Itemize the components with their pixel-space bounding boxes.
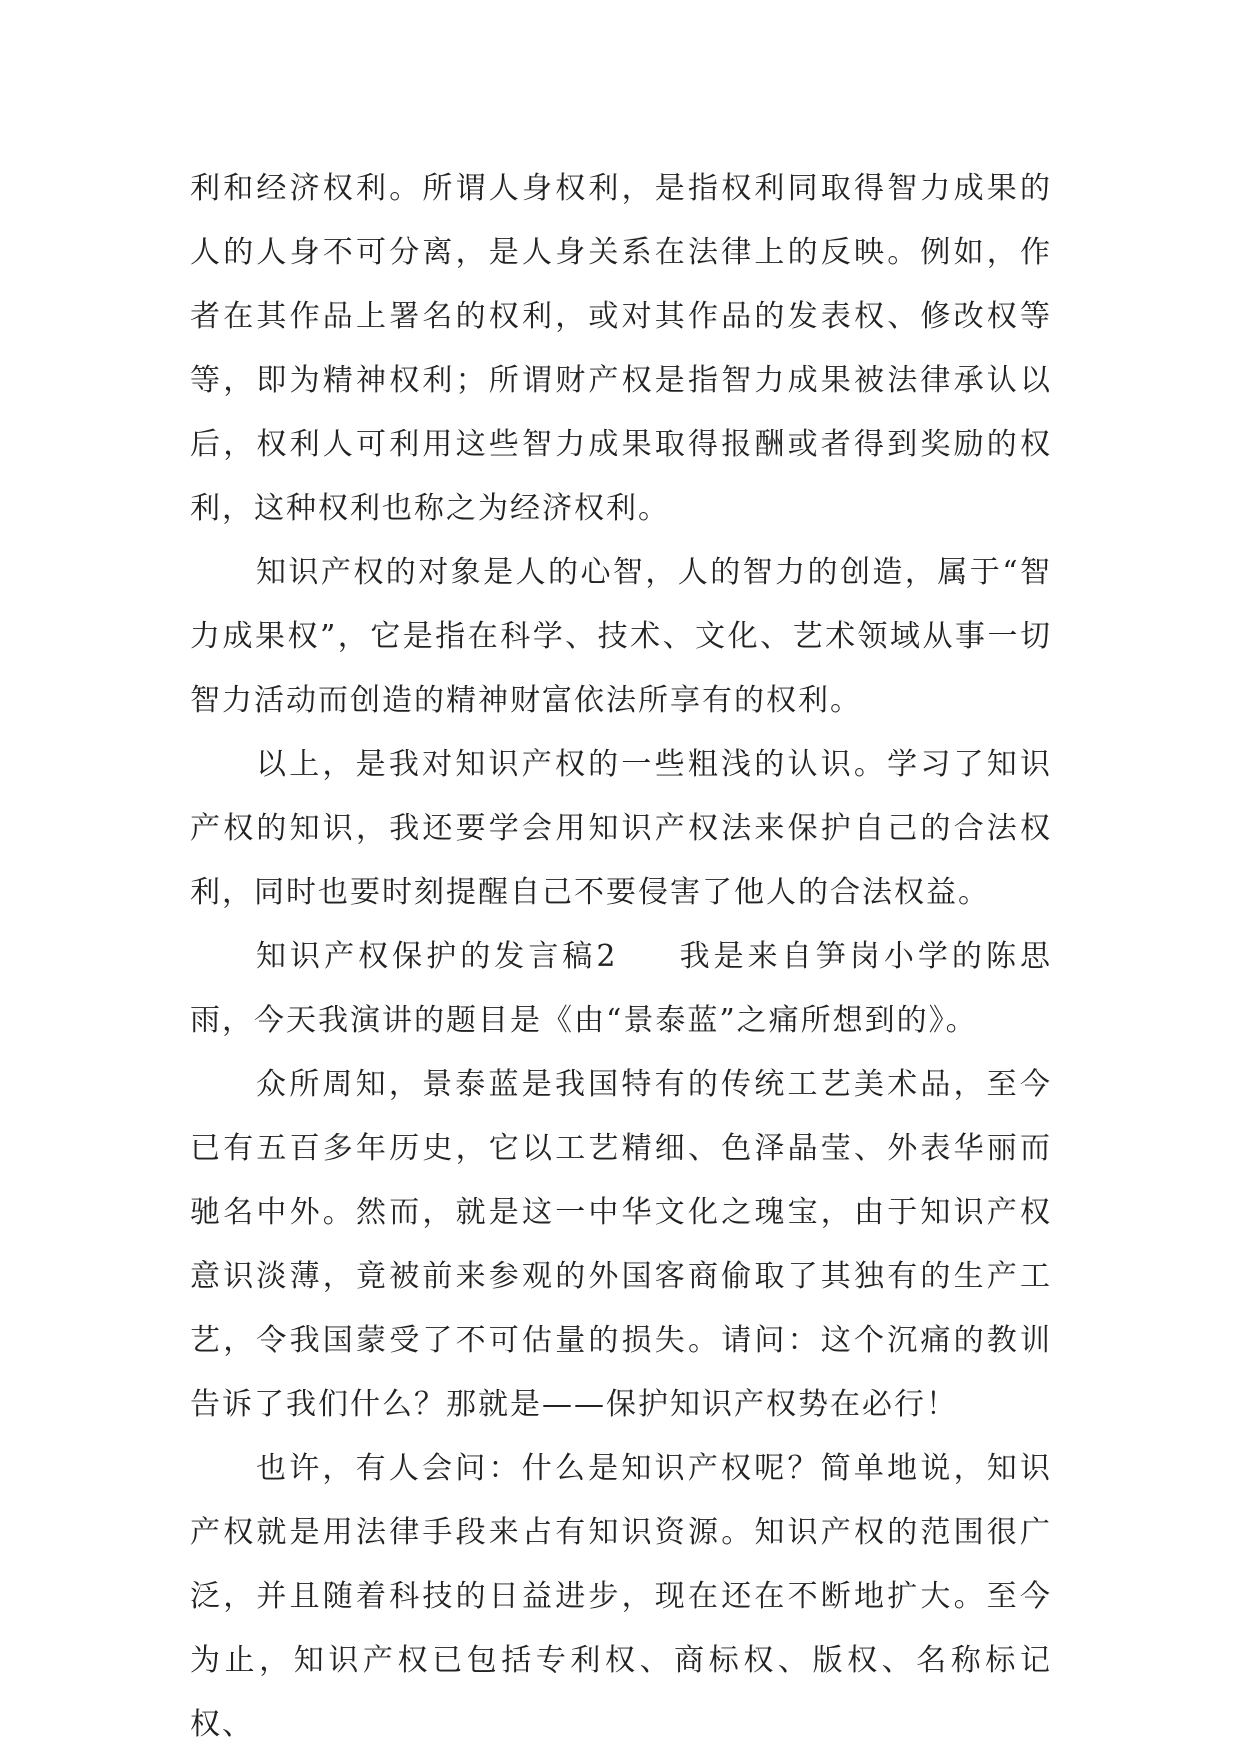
paragraph-with-heading [190, 925, 1052, 1053]
speech-heading: 知识产权保护的发言稿2 [256, 939, 618, 974]
paragraph: 以上，是我对知识产权的一些粗浅的认识。学习了知识产权的知识，我还要学会用知识产权法来保护自己的合法权利，同时也要时刻提醒自己不要侵害了他人的合法权益。 [190, 747, 1052, 910]
document-page [190, 157, 1052, 1757]
paragraph-body: 我是来自笋岗小学的陈思雨，今天我演讲的题目是《由“景泰蓝”之痛所想到的》。 [190, 939, 1053, 1038]
paragraph: 也许，有人会问：什么是知识产权呢？简单地说，知识产权就是用法律手段来占有知识资源。知识产权的范围很广泛，并且随着科技的日益进步，现在还在不断地扩大。至今为止，知识产权已包括专利权、商标权、版权、名称标记权、 [190, 1451, 1052, 1742]
paragraph: 知识产权的对象是人的心智，人的智力的创造，属于“智力成果权”，它是指在科学、技术、文化、艺术领域从事一切智力活动而创造的精神财富依法所享有的权利。 [190, 555, 1052, 718]
paragraph: 众所周知，景泰蓝是我国特有的传统工艺美术品，至今已有五百多年历史，它以工艺精细、色泽晶莹、外表华丽而驰名中外。然而，就是这一中华文化之瑰宝，由于知识产权意识淡薄，竟被前来参观的外国客商偷取了其独有的生产工艺，令我国蒙受了不可估量的损失。请问：这个沉痛的教训告诉了我们什么？那就是——保护知识产权势在必行！ [190, 1067, 1052, 1422]
paragraph: 利和经济权利。所谓人身权利，是指权利同取得智力成果的人的人身不可分离，是人身关系在法律上的反映。例如，作者在其作品上署名的权利，或对其作品的发表权、修改权等等，即为精神权利；所谓财产权是指智力成果被法律承认以后，权利人可利用这些智力成果取得报酬或者得到奖励的权利，这种权利也称之为经济权利。 [190, 171, 1052, 526]
